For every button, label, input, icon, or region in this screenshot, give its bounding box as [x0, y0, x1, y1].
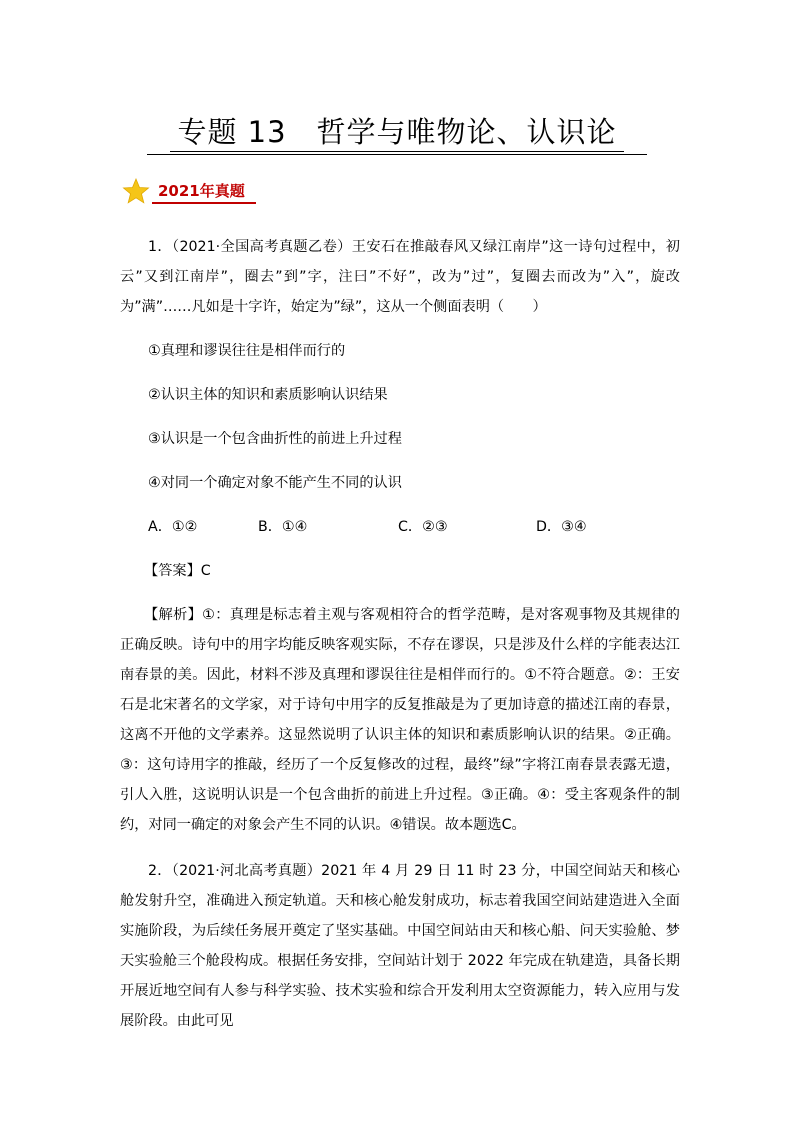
question-1-option: ②认识主体的知识和素质影响认识结果 — [148, 387, 388, 403]
question-1-option: ④对同一个确定对象不能产生不同的认识 — [148, 475, 402, 491]
document-body — [120, 232, 680, 1036]
question-2-stem: 2．（2021·河北高考真题）2021 年 4 月 29 日 11 时 23 分，中国空间站天和核心舱发射升空，准确进入预定轨道。天和核心舱发射成功，标志着我国空间站建造进入全面实施阶段，为后续任务展开奠定了坚实基础。中国空间站由天和核心船、问天实验舱、梦天实验舱三个舱段构成。根据任务安排，空间站计划于 2022 年完成在轨建造，具备长期开展近地空间有人参与科学实验、技术实验和综合开发利用太空资源能力，转入应用与发展阶段。由此可见 — [120, 863, 680, 1029]
question-1-option: ③认识是一个包含曲折性的前进上升过程 — [148, 431, 402, 447]
section-underline — [152, 202, 256, 204]
star-icon — [122, 178, 150, 204]
choice-b: B．①④ — [258, 519, 308, 535]
question-1-stem: 1．（2021·全国高考真题乙卷）王安石在推敲春风又绿江南岸”这一诗句过程中，初云”又到江南岸”，圈去”到”字，注曰”不好”，改为”过”，复圈去而改为”入”，旋改为”满”……凡如是十字许，始定为”绿”，这从一个侧面表明（ ） — [120, 239, 680, 315]
choice-a: A．①② — [148, 519, 198, 535]
title-block — [0, 110, 794, 155]
question-1-option: ①真理和谬误往往是相伴而行的 — [148, 343, 346, 359]
question-1-choices — [120, 512, 680, 542]
page-title: 专题 13 哲学与唯物论、认识论 — [147, 110, 646, 155]
question-1-answer: 【答案】C — [144, 563, 211, 579]
question-1-analysis: 【解析】①：真理是标志着主观与客观相符合的哲学范畴，是对客观事物及其规律的正确反映。诗句中的用字均能反映客观实际，不存在谬误，只是涉及什么样的字能表达江南春景的美。因此，材料不涉及真理和谬误往往是相伴而行的。①不符合题意。②：王安石是北宋著名的文学家，对于诗句中用字的反复推敲是为了更加诗意的描述江南的春景，这离不开他的文学素养。这显然说明了认识主体的知识和素质影响认识的结果。②正确。③：这句诗用字的推敲，经历了一个反复修改的过程，最终”绿”字将江南春景表露无遗，引人入胜，这说明认识是一个包含曲折的前进上升过程。③正确。④：受主客观条件的制约，对同一确定的对象会产生不同的认识。④错误。故本题选C。 — [120, 607, 680, 833]
title-underline — [170, 151, 624, 152]
choice-c: C．②③ — [398, 519, 448, 535]
section-label: 2021年真题 — [158, 182, 245, 200]
choice-d: D．③④ — [536, 519, 587, 535]
